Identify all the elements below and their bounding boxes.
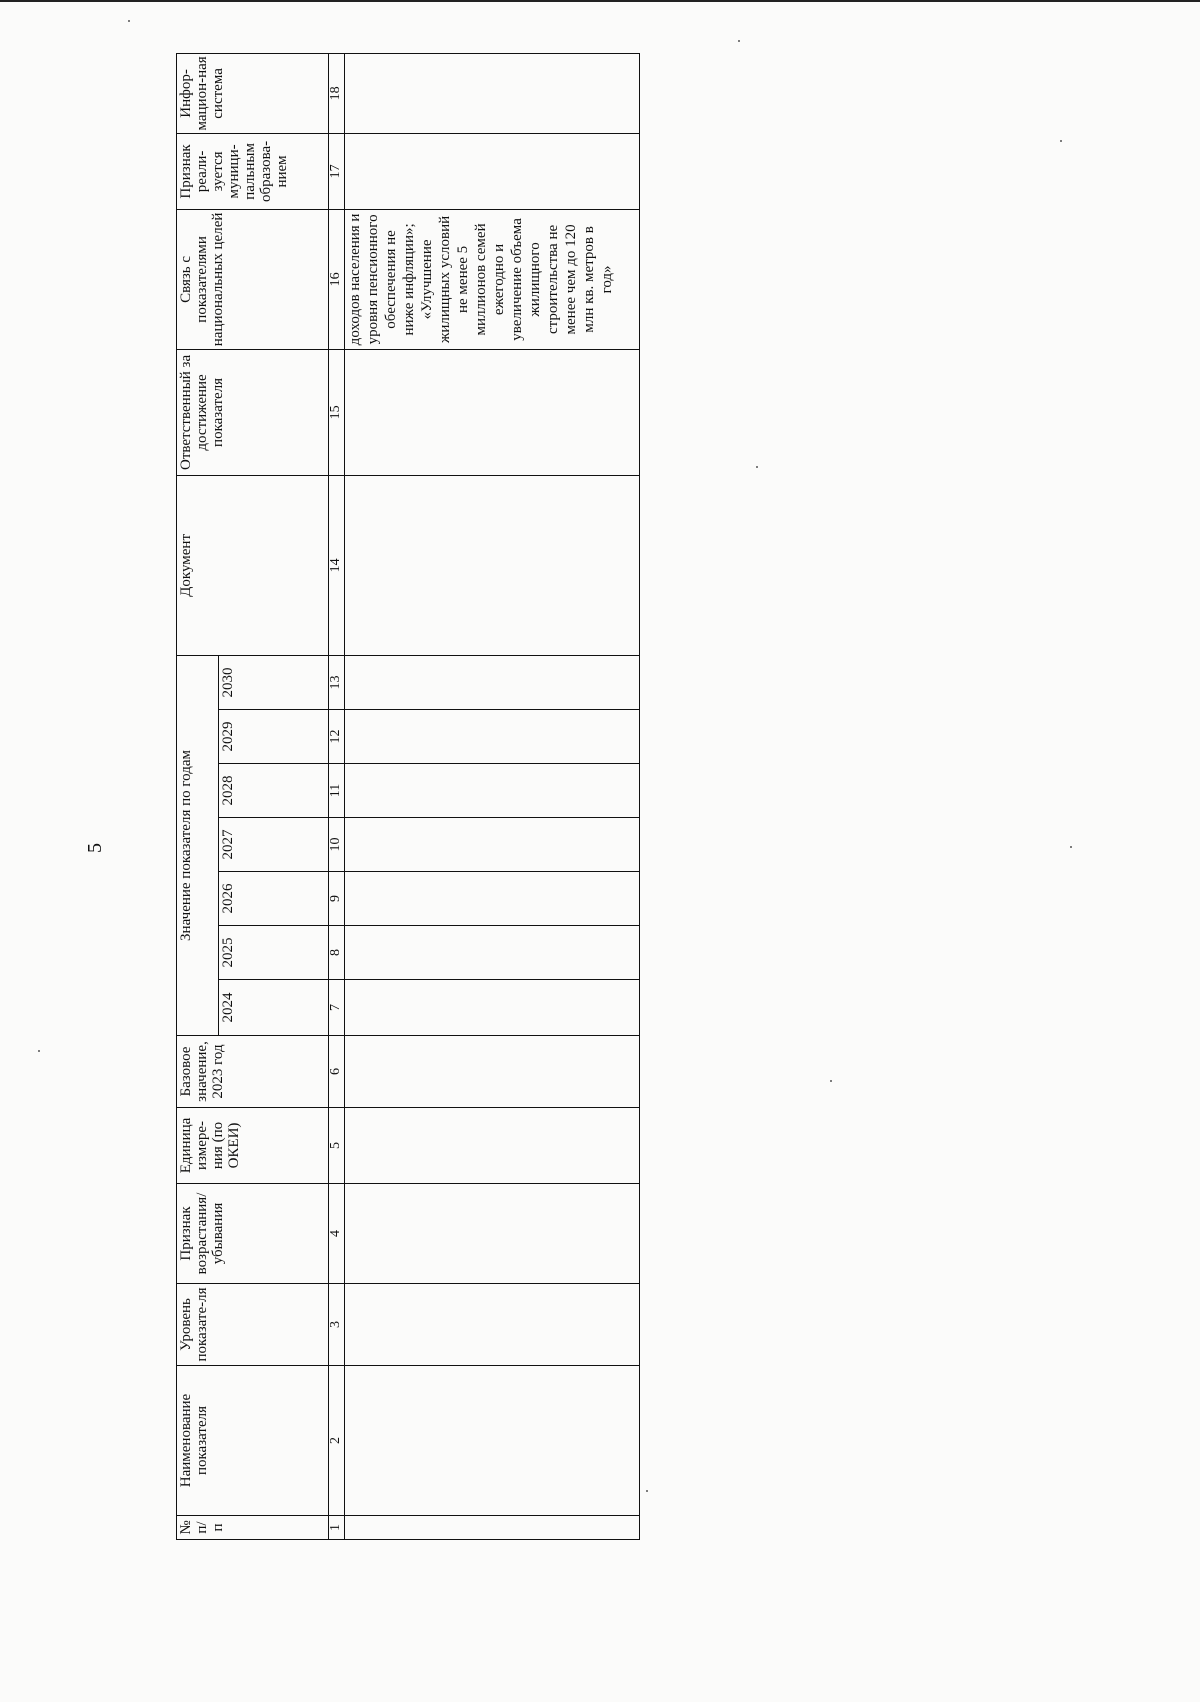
column-number: 17 [329, 133, 345, 209]
table-cell [344, 926, 639, 980]
table-cell [344, 818, 639, 872]
page-number: 5 [84, 843, 106, 853]
column-number: 13 [329, 655, 345, 709]
column-number: 18 [329, 53, 345, 133]
column-number: 8 [329, 926, 345, 980]
header-year: 2024 [218, 980, 329, 1036]
scan-speck [646, 1490, 648, 1492]
scan-edge-line [0, 0, 1200, 2]
table-cell [344, 349, 639, 475]
header-year: 2030 [218, 655, 329, 709]
scan-speck [1070, 846, 1072, 848]
column-number: 2 [329, 1366, 345, 1516]
table-cell [344, 1108, 639, 1184]
column-number: 5 [329, 1108, 345, 1184]
column-number: 11 [329, 764, 345, 818]
table-cell [344, 133, 639, 209]
header-year: 2027 [218, 818, 329, 872]
header-unit: Единица измере-ния (по ОКЕИ) [177, 1108, 329, 1184]
table-cell [344, 872, 639, 926]
column-number: 9 [329, 872, 345, 926]
scan-speck [38, 1050, 40, 1052]
scan-speck [738, 40, 740, 42]
header-responsible: Ответственный за достижение показателя [177, 349, 329, 475]
header-year: 2029 [218, 710, 329, 764]
column-number: 3 [329, 1284, 345, 1366]
table-cell [344, 980, 639, 1036]
header-national-goals-link: Связь с показателями национальных целей [177, 209, 329, 349]
scan-speck [1060, 140, 1062, 142]
table-cell [344, 710, 639, 764]
column-number: 10 [329, 818, 345, 872]
column-number: 1 [329, 1516, 345, 1540]
header-values-by-year: Значение показателя по годам [177, 655, 219, 1035]
header-indicator-name: Наименование показателя [177, 1366, 329, 1516]
column-number: 14 [329, 475, 345, 655]
column-number: 6 [329, 1036, 345, 1108]
table-cell [344, 764, 639, 818]
table-cell [344, 655, 639, 709]
scan-speck [830, 1080, 832, 1082]
table-cell [344, 1284, 639, 1366]
rotated-table-container [176, 56, 640, 1540]
header-information-system: Инфор-мацион-ная система [177, 53, 329, 133]
header-base-value: Базовое значение, 2023 год [177, 1036, 329, 1108]
header-year: 2026 [218, 872, 329, 926]
header-year: 2025 [218, 926, 329, 980]
header-document: Документ [177, 475, 329, 655]
table-cell [344, 53, 639, 133]
scan-speck [128, 20, 130, 22]
header-municipal-sign: Признак реали-зуется муници-пальным образова-нием [177, 133, 329, 209]
table-cell [344, 1036, 639, 1108]
indicator-table [176, 53, 640, 1540]
table-cell [344, 1366, 639, 1516]
header-indicator-level: Уровень показате-ля [177, 1284, 329, 1366]
column-number: 7 [329, 980, 345, 1036]
table-cell [344, 475, 639, 655]
table-cell [344, 1516, 639, 1540]
header-growth-sign: Признак возрастания/ убывания [177, 1184, 329, 1284]
header-year: 2028 [218, 764, 329, 818]
column-number: 12 [329, 710, 345, 764]
table-cell [344, 1184, 639, 1284]
national-goals-link-text: доходов населения и уровня пенсионного обеспечения не ниже инфляции»; «Улучшение жилищных условий не менее 5 миллионов семей ежегодно и увеличение объема жилищного строительства не менее чем до 120 млн кв. метров в год» [344, 209, 639, 349]
scan-speck [756, 466, 758, 468]
column-number: 15 [329, 349, 345, 475]
header-number: № п/п [177, 1516, 329, 1540]
column-number: 4 [329, 1184, 345, 1284]
column-number: 16 [329, 209, 345, 349]
